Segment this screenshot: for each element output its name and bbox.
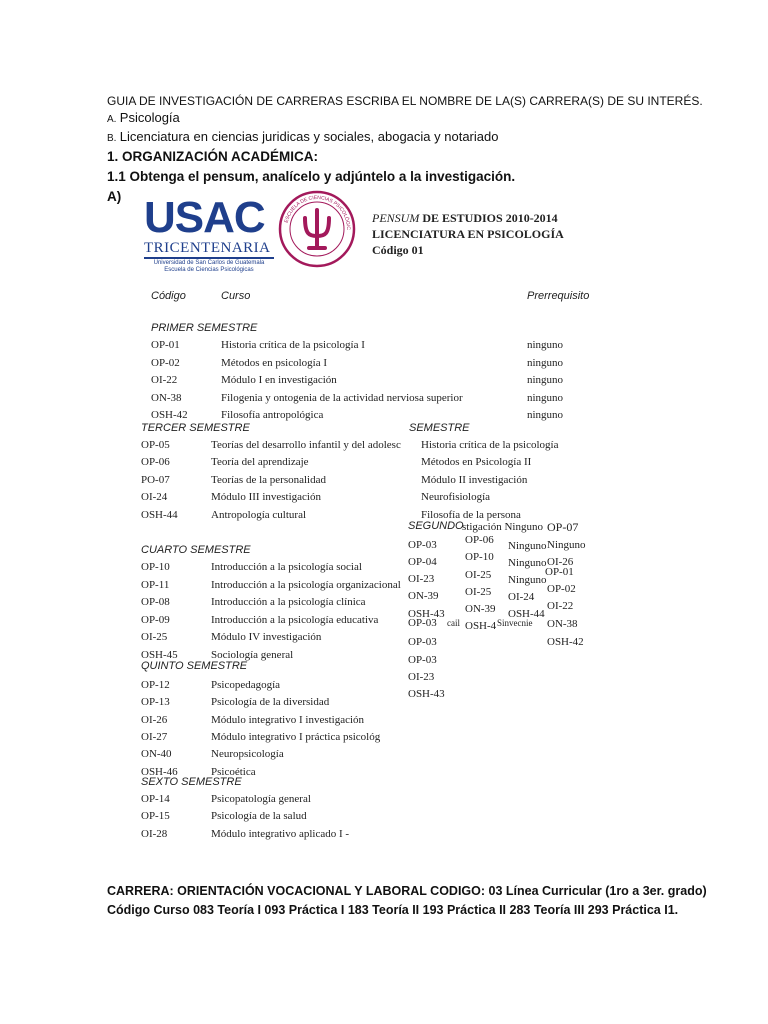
list-item: Ninguno [508,540,547,552]
table-row-course: Módulo integrativo I práctica psicológ [211,731,381,743]
table-row-code: OI-28 [141,828,168,840]
table-row-code: OI-22 [151,374,178,386]
table-row-code: OI-27 [141,731,168,743]
section-1-1-heading: 1.1 Obtenga el pensum, analícelo y adjúntelo a la investigación. [107,169,516,184]
table-row-course: Historia crítica de la psicología I [221,339,365,351]
option-b-text: Licenciatura en ciencias juridicas y sociales, abogacia y notariado [119,129,499,144]
table-row-code: OI-26 [141,714,168,726]
list-item: OP-03 [408,654,437,666]
table-row-course: Introducción a la psicología clínica [211,596,366,608]
segundo-title: SEGUNDO [408,520,464,532]
table-row-course: Psicología de la diversidad [211,696,330,708]
col-header-codigo: Código [151,290,186,302]
table-row-code: OI-25 [141,631,168,643]
table-row-code: OP-12 [141,679,170,691]
table-row-code: OP-10 [141,561,170,573]
list-item: OI-25 [465,586,492,598]
list-item: OP-06 [465,534,494,546]
option-a [107,110,180,125]
table-row-code: OSH-46 [141,766,178,778]
table-row-course: Sociología general [211,649,294,661]
table-row-code: OP-06 [141,456,170,468]
table-row-code: OSH-44 [141,509,178,521]
list-item: OP-03 [408,539,437,551]
table-row-code: OSH-42 [151,409,188,421]
option-a-text: Psicología [119,110,180,125]
list-item: OI-22 [547,600,574,612]
table-row-pre: ninguno [527,374,564,386]
list-item: Historia crítica de la psicología [421,439,559,451]
list-item: OSH-43 [408,688,445,700]
table-row-code: OP-13 [141,696,170,708]
pensum-years: DE ESTUDIOS 2010-2014 [422,211,558,225]
segundo-overlap-code: OP-07 [547,520,579,534]
career-line: CARRERA: ORIENTACIÓN VOCACIONAL Y LABORAL CODIGO: 03 Línea Curricular (1ro a 3er. grado) [107,884,707,898]
table-row-course: Psicoética [211,766,256,778]
table-row-course: Módulo I en investigación [221,374,337,386]
list-item: ON-38 [547,618,578,630]
course-codes-line: Código Curso 083 Teoría I 093 Práctica I 183 Teoría II 193 Práctica II 283 Teoría III 293 Práctica I1. [107,903,679,917]
list-item: OI-25 [465,569,492,581]
table-row-course: Métodos en psicología I [221,357,328,369]
university-name: Universidad de San Carlos de Guatemala [153,260,265,266]
segundo-overlap-text: stigación Ninguno [462,521,543,533]
list-item: OP-02 [547,583,576,595]
table-row-course: Neuropsicología [211,748,284,760]
list-item: OP-04 [408,556,437,568]
sexto-semestre-title: SEXTO SEMESTRE [141,776,242,788]
table-row-code: OP-05 [141,439,170,451]
table-row-code: OP-15 [141,810,170,822]
list-item: OSH-42 [547,636,584,648]
table-row-course: Teorías del desarrollo infantil y del adolesc [211,439,401,451]
tricentenaria-text: TRICENTENARIA [144,240,271,256]
option-b-label: B. [107,133,117,144]
pensum-program: LICENCIATURA EN PSICOLOGÍA [372,227,564,241]
list-item: Filosofía de la persona [421,509,521,521]
primer-semestre-title: PRIMER SEMESTRE [151,322,258,334]
table-row-course: Psicopatología general [211,793,311,805]
option-b [107,129,498,144]
overlap-fragment: cail [447,618,460,628]
table-row-code: ON-38 [151,392,182,404]
table-row-code: OP-09 [141,614,170,626]
table-row-code: OSH-45 [141,649,178,661]
table-row-pre: ninguno [527,392,564,404]
list-item: OI-23 [408,671,435,683]
col-header-curso: Curso [221,290,251,302]
table-row-course: Introducción a la psicología educativa [211,614,379,626]
table-row-course: Módulo integrativo aplicado I - [211,828,350,840]
list-item: OP-10 [465,551,494,563]
table-row-course: Filogenia y ontogenia de la actividad nerviosa superior [221,392,463,404]
table-row-pre: ninguno [527,409,564,421]
usac-logo [144,193,274,286]
usac-wordmark: USAC [144,193,265,242]
logo-divider [144,257,274,259]
table-row-code: OP-02 [151,357,180,369]
table-row-course: Psicopedagogía [211,679,281,691]
table-row-course: Módulo IV investigación [211,631,322,643]
table-row-course: Antropología cultural [211,509,307,521]
list-item: Ninguno [547,539,586,551]
overlap-code: OP-03 [408,617,437,629]
table-row-course: Teoría del aprendizaje [211,456,309,468]
overlap-fragment: Sinvecnie [497,618,533,628]
tercer-semestre-title: TERCER SEMESTRE [141,422,250,434]
pensum-word: PENSUM [372,211,420,225]
table-row-code: OP-14 [141,793,170,805]
list-item: OI-24 [508,591,535,603]
col-header-prerrequisito: Prerrequisito [527,290,590,302]
list-item: Métodos en Psicología II [421,456,532,468]
list-item: Ninguno [508,557,547,569]
list-item: OI-26 [547,556,574,568]
list-item: Módulo II investigación [421,474,528,486]
school-name: Escuela de Ciencias Psicológicas [164,267,254,273]
section-a-label: A) [107,189,122,204]
seal-text: ESCUELA DE CIENCIAS PSICOLÓGIC [283,194,352,231]
table-row-course: Módulo integrativo I investigación [211,714,365,726]
list-item: OSH-43 [408,608,445,620]
table-row-pre: ninguno [527,339,564,351]
list-item: Ninguno [508,574,547,586]
table-row-code: PO-07 [141,474,170,486]
psychology-seal-icon [278,190,356,268]
list-item: ON-39 [465,603,496,615]
list-item: ON-39 [408,590,439,602]
table-row-code: OP-11 [141,579,170,591]
table-row-course: Psicología de la salud [211,810,307,822]
section-1-heading: 1. ORGANIZACIÓN ACADÉMICA: [107,149,318,164]
table-row-course: Filosofía antropológica [221,409,324,421]
table-row-code: OP-08 [141,596,170,608]
cuarto-semestre-title: CUARTO SEMESTRE [141,544,251,556]
quinto-semestre-title: QUINTO SEMESTRE [141,660,248,672]
table-row-course: Introducción a la psicología organizacional [211,579,401,591]
list-item: Neurofisiología [421,491,491,503]
table-row-course: Introducción a la psicología social [211,561,362,573]
table-row-course: Teorías de la personalidad [211,474,326,486]
table-row-pre: ninguno [527,357,564,369]
table-row-course: Módulo III investigación [211,491,321,503]
list-item: OP-01 [545,566,574,578]
list-item: OP-03 [408,636,437,648]
option-a-label: A. [107,114,117,125]
pensum-title [372,211,558,226]
table-row-code: OP-01 [151,339,180,351]
overlap-code: OSH-4 [465,620,497,632]
table-row-code: OI-24 [141,491,168,503]
list-item: OI-23 [408,573,435,585]
list-item: OSH-44 [508,608,545,620]
guide-title: GUIA DE INVESTIGACIÓN DE CARRERAS ESCRIBA EL NOMBRE DE LA(S) CARRERA(S) DE SU INTERÉS. [107,94,703,108]
semestre-right-title: SEMESTRE [409,422,470,434]
pensum-code: Código 01 [372,243,424,257]
table-row-code: ON-40 [141,748,172,760]
